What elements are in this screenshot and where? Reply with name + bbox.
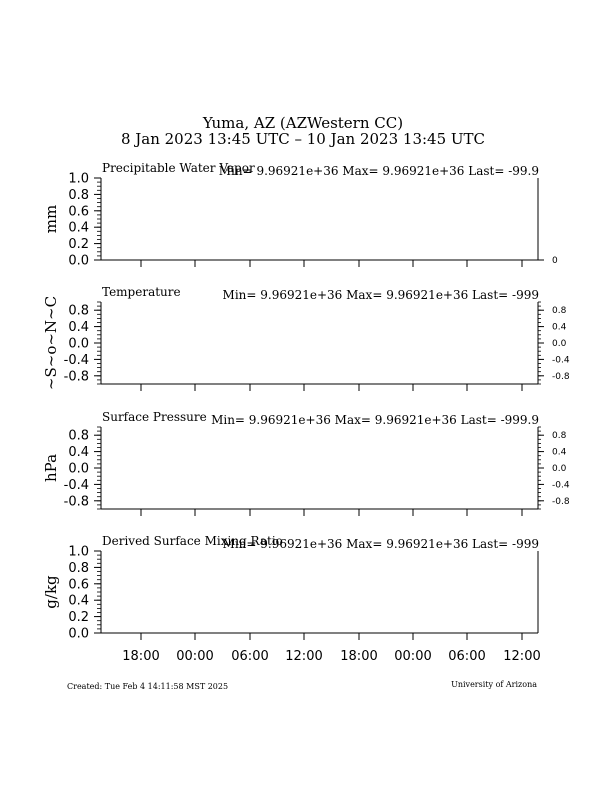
y-tick-label: 0.8 [68, 187, 89, 203]
created-timestamp: Created: Tue Feb 4 14:11:58 MST 2025 [67, 682, 229, 691]
figure-title: Yuma, AZ (AZWestern CC) [202, 114, 404, 132]
panel-title: Surface Pressure [102, 410, 207, 424]
y-tick-label: 0.4 [68, 320, 89, 336]
y-tick-label: 0.0 [68, 461, 89, 477]
x-tick-label: 06:00 [231, 649, 269, 664]
right-tick-label: 0 [552, 256, 558, 266]
y-tick-label: 0.2 [68, 237, 89, 253]
y-tick-label: 0.6 [68, 204, 89, 220]
y-tick-label: 0.4 [68, 593, 89, 609]
panel-title: Derived Surface Mixing Ratio [102, 534, 283, 548]
right-tick-label: -0.4 [552, 480, 570, 491]
y-tick-label: 0.8 [68, 560, 89, 576]
x-tick-label: 00:00 [394, 649, 432, 664]
panel-title: Precipitable Water Vapor [102, 161, 255, 175]
x-tick-label: 12:00 [503, 649, 541, 664]
y-tick-label: 0.0 [68, 253, 89, 269]
panel-stats: Min= 9.96921e+36 Max= 9.96921e+36 Last= -999 [222, 288, 539, 302]
right-tick-label: 0.8 [552, 306, 567, 317]
y-axis-label: g/kg [42, 575, 60, 609]
y-axis-label: ~S~o~N~C [42, 295, 60, 391]
x-tick-label: 18:00 [340, 649, 378, 664]
panel-stats: Min= 9.96921e+36 Max= 9.96921e+36 Last= -999.9 [211, 413, 539, 427]
y-tick-label: 1.0 [68, 171, 89, 187]
y-tick-label: 0.6 [68, 577, 89, 593]
x-tick-label: 06:00 [448, 649, 486, 664]
right-tick-label: 0.8 [552, 431, 567, 442]
panels [42, 161, 570, 664]
y-tick-label: 0.0 [68, 336, 89, 352]
y-axis-label: mm [42, 204, 60, 234]
y-tick-label: 0.2 [68, 610, 89, 626]
credit-text: University of Arizona [451, 680, 537, 689]
right-tick-label: -0.4 [552, 355, 570, 366]
y-tick-label: -0.4 [63, 477, 89, 493]
panel-stats: Min= 9.96921e+36 Max= 9.96921e+36 Last= -999 [222, 537, 539, 551]
right-tick-label: 0.4 [552, 447, 567, 458]
y-tick-label: 0.8 [68, 428, 89, 444]
y-axis-label: hPa [42, 453, 60, 483]
right-tick-label: -0.8 [552, 371, 570, 382]
y-tick-label: 0.8 [68, 303, 89, 319]
y-tick-label: 0.0 [68, 626, 89, 642]
right-tick-label: -0.8 [552, 496, 570, 507]
y-tick-label: -0.8 [63, 494, 89, 510]
right-tick-label: 0.0 [552, 339, 567, 349]
y-tick-label: 0.4 [68, 220, 89, 236]
panel-title: Temperature [102, 285, 181, 299]
panel-stats: Min= 9.96921e+36 Max= 9.96921e+36 Last= -99.9 [218, 164, 539, 178]
figure-subtitle: 8 Jan 2023 13:45 UTC – 10 Jan 2023 13:45 UTC [120, 130, 486, 148]
x-tick-label: 00:00 [176, 649, 214, 664]
x-tick-label: 18:00 [122, 649, 160, 664]
y-tick-label: 1.0 [68, 544, 89, 560]
right-tick-label: 0.4 [552, 322, 567, 333]
right-tick-label: 0.0 [552, 464, 567, 474]
y-tick-label: -0.4 [63, 352, 89, 368]
y-tick-label: 0.4 [68, 445, 89, 461]
y-tick-label: -0.8 [63, 369, 89, 385]
x-tick-label: 12:00 [285, 649, 323, 664]
